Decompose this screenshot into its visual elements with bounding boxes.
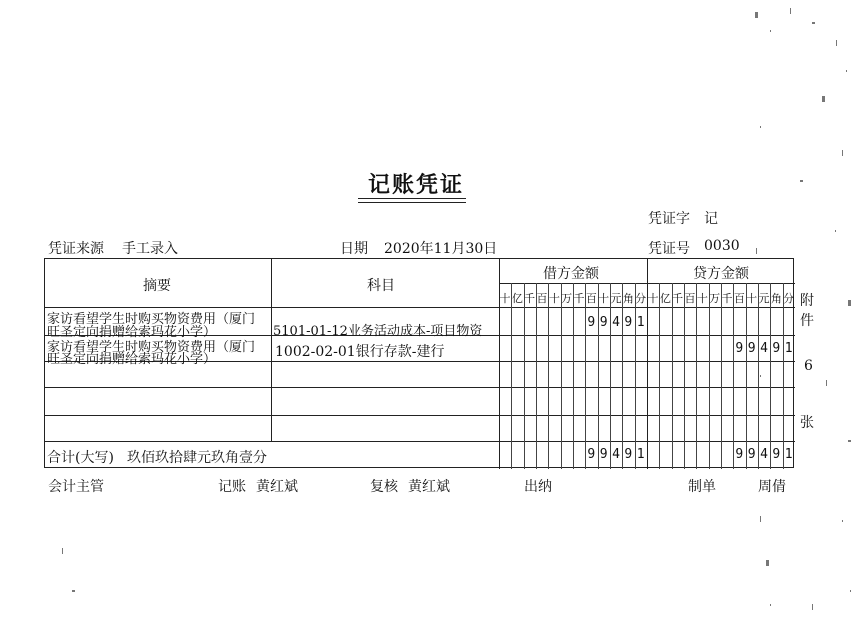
scan-speck	[826, 380, 827, 386]
scan-speck	[72, 590, 75, 592]
debit-header: 借方金额	[543, 266, 599, 282]
row1-account: 5101-01-12业务活动成本-项目物资	[273, 324, 483, 339]
attachment-label-2: 件	[800, 313, 814, 329]
voucher-no-label: 凭证号	[648, 241, 690, 257]
debit-unit-header: 千	[524, 292, 536, 305]
credit-unit-header: 亿	[659, 292, 671, 305]
total-credit-digit: 9	[747, 447, 756, 462]
credit-unit-header: 十	[647, 292, 659, 305]
digit-column-line	[622, 283, 623, 469]
digit-column-line	[684, 283, 685, 469]
total-credit-digit: 9	[735, 447, 744, 462]
total-words: 玖佰玖拾肆元玖角壹分	[127, 450, 267, 466]
credit-unit-header: 十	[746, 292, 758, 305]
scan-speck	[760, 516, 761, 522]
row4-bottom-rule	[45, 415, 795, 416]
debit-unit-header: 亿	[511, 292, 523, 305]
debit-unit-header: 万	[561, 292, 573, 305]
title-underline	[358, 198, 466, 199]
debit-unit-header: 元	[610, 292, 622, 305]
scan-speck	[760, 375, 761, 377]
reviewer-label: 复核	[370, 479, 398, 495]
credit-unit-header: 千	[721, 292, 733, 305]
voucher-word-value: 记	[704, 211, 718, 227]
row2-credit-digit: 1	[784, 341, 793, 356]
total-credit-digit: 1	[784, 447, 793, 462]
row2-summary-line2: 旺圣定向捐赠给索玛花小学）	[47, 352, 217, 367]
digit-column-line	[746, 283, 747, 469]
scan-speck	[800, 180, 803, 182]
debit-unit-header: 十	[598, 292, 610, 305]
row1-debit-digit: 4	[612, 315, 620, 330]
credit-header: 贷方金额	[693, 266, 749, 282]
debit-unit-header: 角	[622, 292, 634, 305]
digit-column-line	[709, 283, 710, 469]
total-debit-digit: 9	[624, 447, 633, 462]
bookkeeper-name: 黄红斌	[256, 479, 298, 495]
total-label: 合计(大写)	[47, 450, 114, 466]
scan-speck	[848, 440, 851, 442]
row2-credit-digit: 9	[747, 341, 756, 356]
digit-column-line	[524, 283, 525, 469]
scan-speck	[812, 22, 815, 24]
date-value: 2020年11月30日	[384, 241, 498, 257]
date-label: 日期	[340, 241, 368, 257]
voucher-word-label: 凭证字	[648, 211, 690, 227]
row1-summary-line2: 旺圣定向捐赠给索玛花小学）	[47, 325, 217, 340]
row2-credit-digit: 9	[735, 341, 744, 356]
scan-speck	[755, 12, 758, 18]
voucher-no-value: 0030	[704, 238, 740, 254]
credit-unit-header: 角	[770, 292, 782, 305]
title-double-underline	[358, 202, 466, 203]
attachment-count: 6	[804, 358, 813, 374]
credit-unit-header: 百	[684, 292, 696, 305]
digit-column-line	[585, 283, 586, 469]
digit-column-line	[696, 283, 697, 469]
digit-column-line	[511, 283, 512, 469]
credit-unit-header: 元	[758, 292, 770, 305]
row3-bottom-rule	[45, 387, 795, 388]
digit-column-line	[758, 283, 759, 469]
row1-debit-digit: 9	[624, 315, 633, 330]
maker-name: 周倩	[758, 479, 786, 495]
row2-summary-line1: 家访看望学生时购买物资费用（厦门	[47, 340, 256, 355]
row5-bottom-rule	[45, 441, 795, 442]
scan-speck	[760, 126, 761, 128]
credit-unit-header: 百	[733, 292, 745, 305]
voucher-title: 记账凭证	[368, 172, 465, 198]
cashier-label: 出纳	[524, 479, 552, 495]
total-debit-digit: 1	[636, 447, 645, 462]
source-value: 手工录入	[122, 241, 178, 257]
digit-column-line	[672, 283, 673, 469]
digit-column-line	[536, 283, 537, 469]
scan-speck	[812, 604, 813, 610]
debit-unit-header: 分	[635, 292, 647, 305]
scan-speck	[842, 150, 843, 156]
credit-unit-header: 千	[672, 292, 684, 305]
row2-credit-digit: 9	[772, 341, 781, 356]
scan-speck	[62, 548, 63, 554]
digit-column-line	[721, 283, 722, 469]
row2-credit-digit: 4	[760, 341, 768, 356]
source-label: 凭证来源	[48, 241, 104, 257]
debit-unit-header: 百	[536, 292, 548, 305]
credit-unit-header: 分	[783, 292, 795, 305]
total-debit-digit: 4	[612, 447, 620, 462]
attachment-label-1: 附	[800, 293, 814, 309]
digit-column-line	[561, 283, 562, 469]
debit-unit-header: 千	[573, 292, 585, 305]
bookkeeper-label: 记账	[218, 479, 246, 495]
scan-speck	[850, 590, 851, 592]
voucher-table	[44, 258, 794, 468]
digit-column-line	[783, 283, 784, 469]
maker-label: 制单	[688, 479, 716, 495]
digit-column-line	[573, 283, 574, 469]
total-credit-digit: 4	[760, 447, 768, 462]
total-debit-digit: 9	[599, 447, 608, 462]
row1-debit-digit: 1	[636, 315, 645, 330]
scan-speck	[770, 604, 771, 606]
digit-column-line	[610, 283, 611, 469]
summary-header: 摘要	[143, 278, 171, 294]
supervisor-label: 会计主管	[48, 479, 104, 495]
debit-unit-header: 百	[585, 292, 597, 305]
scan-speck	[848, 300, 851, 306]
scan-speck	[842, 520, 843, 522]
scan-speck	[846, 70, 847, 72]
digit-column-line	[548, 283, 549, 469]
scan-speck	[756, 248, 757, 254]
attachment-unit: 张	[800, 415, 814, 431]
digit-column-line	[659, 283, 660, 469]
row1-summary-line1: 家访看望学生时购买物资费用（厦门	[47, 312, 256, 327]
credit-unit-header: 万	[709, 292, 721, 305]
account-header: 科目	[367, 278, 395, 294]
credit-unit-header: 十	[696, 292, 708, 305]
row1-debit-digit: 9	[599, 315, 608, 330]
scan-speck	[766, 560, 769, 566]
debit-unit-header: 十	[548, 292, 560, 305]
scan-speck	[822, 96, 825, 102]
row1-debit-digit: 9	[587, 315, 596, 330]
digit-column-line	[635, 283, 636, 469]
row2-account: 1002-02-01银行存款-建行	[275, 344, 445, 360]
digit-column-line	[733, 283, 734, 469]
scan-speck	[835, 230, 836, 232]
total-debit-digit: 9	[587, 447, 596, 462]
reviewer-name: 黄红斌	[408, 479, 450, 495]
digit-column-line	[598, 283, 599, 469]
debit-unit-header: 十	[499, 292, 511, 305]
scan-speck	[790, 8, 791, 14]
scan-speck	[770, 30, 771, 32]
total-credit-digit: 9	[772, 447, 781, 462]
digit-column-line	[770, 283, 771, 469]
scan-speck	[836, 40, 837, 46]
summary-account-divider	[271, 259, 272, 441]
